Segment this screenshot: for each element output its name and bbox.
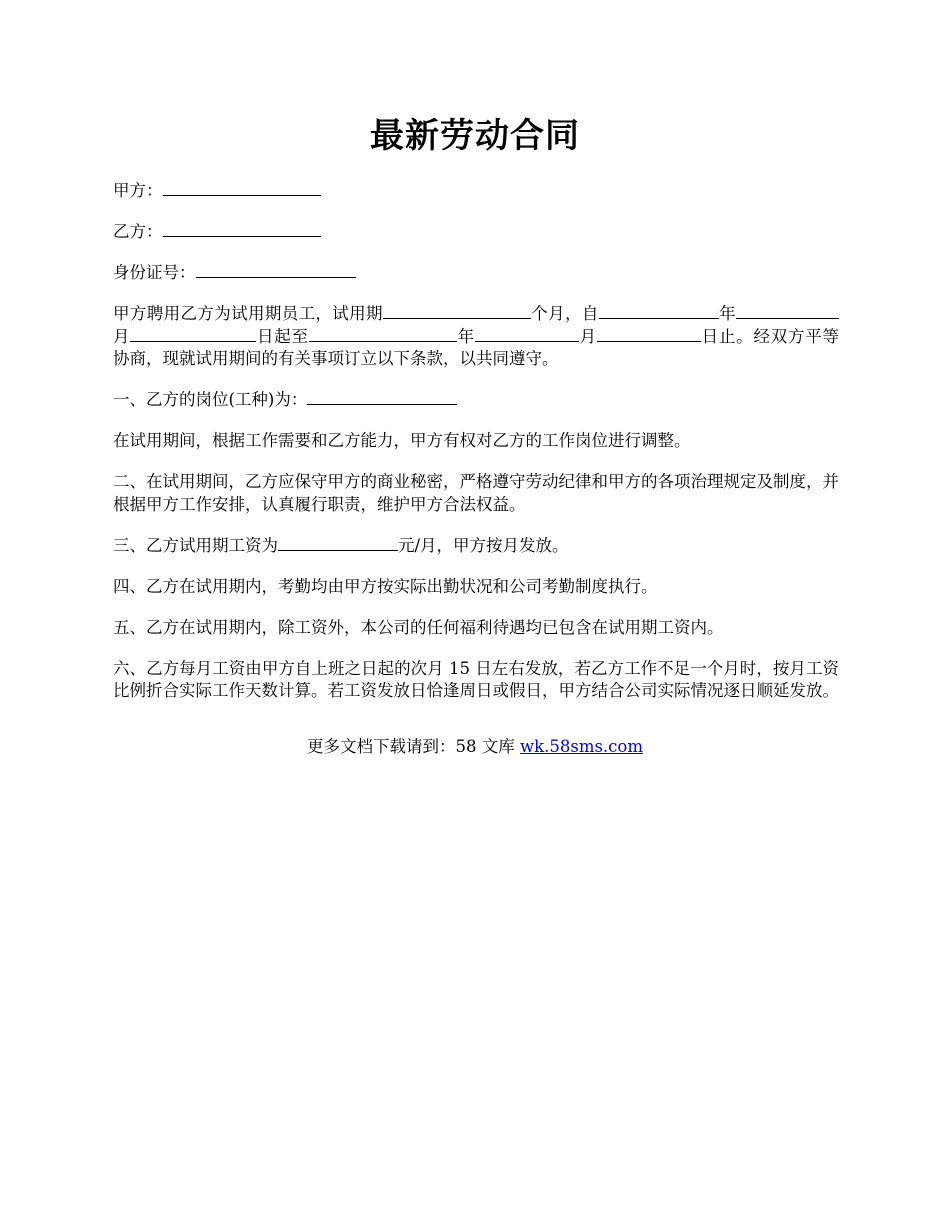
- clause-1-note: 在试用期间，根据工作需要和乙方能力，甲方有权对乙方的工作岗位进行调整。: [113, 431, 691, 450]
- clause-3-salary: [113, 535, 839, 558]
- end-year-blank: [309, 326, 457, 342]
- party-a-label: 甲方：: [113, 181, 163, 200]
- id-number-line: [113, 262, 839, 285]
- probation-text-1: 甲方聘用乙方为试用期员工，试用期: [113, 304, 383, 323]
- clause-1-label: 一、乙方的岗位(工种)为：: [113, 390, 308, 409]
- clause-3-suffix: 元/月，甲方按月发放。: [398, 535, 569, 555]
- footer-link[interactable]: wk.58sms.com: [519, 737, 643, 756]
- document-title: 最新劳动合同: [370, 116, 580, 156]
- clause-2: 二、在试用期间，乙方应保守甲方的商业秘密，严格遵守劳动纪律和甲方的各项治理规定及制度，并根据甲方工作安排，认真履行职责，维护甲方合法权益。: [113, 472, 839, 514]
- footer-download-note: [0, 736, 950, 758]
- start-year-blank: [599, 303, 719, 319]
- clause-6: 六、乙方每月工资由甲方自上班之日起的次月 15 日左右发放，若乙方工作不足一个月时，按月工资比例折合实际工作天数计算。若工资发放日恰逢周日或假日，甲方结合公司实际情况逐日顺延发放。: [113, 658, 839, 700]
- party-b-label: 乙方：: [113, 222, 163, 241]
- clause-1-position: [113, 389, 839, 412]
- start-month-blank-a: [736, 303, 802, 319]
- end-month-blank: [475, 326, 579, 342]
- probation-paragraph: [113, 303, 839, 371]
- end-day-blank: [597, 326, 701, 342]
- probation-text-2: 个月，自: [530, 304, 599, 323]
- document-body: [113, 180, 839, 721]
- clause-4: 四、乙方在试用期内，考勤均由甲方按实际出勤状况和公司考勤制度执行。: [113, 576, 658, 596]
- party-b-blank: [163, 221, 321, 237]
- party-a-line: [113, 180, 839, 203]
- probation-text-6: 年: [456, 326, 475, 346]
- probation-text-7: 月: [578, 326, 597, 346]
- clause-5: 五、乙方在试用期内，除工资外，本公司的任何福利待遇均已包含在试用期工资内。: [113, 617, 724, 637]
- salary-blank: [278, 535, 398, 551]
- footer-text: 更多文档下载请到：58 文库: [306, 737, 520, 756]
- probation-text-8: 日止。经双方平等协商，现就试用期间的有关事项订立以下条款，以共同遵守。: [113, 326, 840, 368]
- id-number-blank: [196, 262, 356, 278]
- probation-text-5: 日起至: [256, 326, 309, 346]
- start-day-blank: [130, 326, 256, 342]
- probation-text-4: 月: [113, 326, 131, 346]
- party-a-blank: [163, 180, 321, 196]
- probation-text-3: 年: [718, 304, 737, 323]
- position-blank: [307, 389, 457, 405]
- probation-months-blank: [383, 303, 531, 319]
- start-month-blank-b: [802, 303, 839, 319]
- party-b-line: [113, 221, 839, 244]
- id-number-label: 身份证号：: [113, 263, 196, 282]
- clause-3-prefix: 三、乙方试用期工资为: [113, 535, 278, 555]
